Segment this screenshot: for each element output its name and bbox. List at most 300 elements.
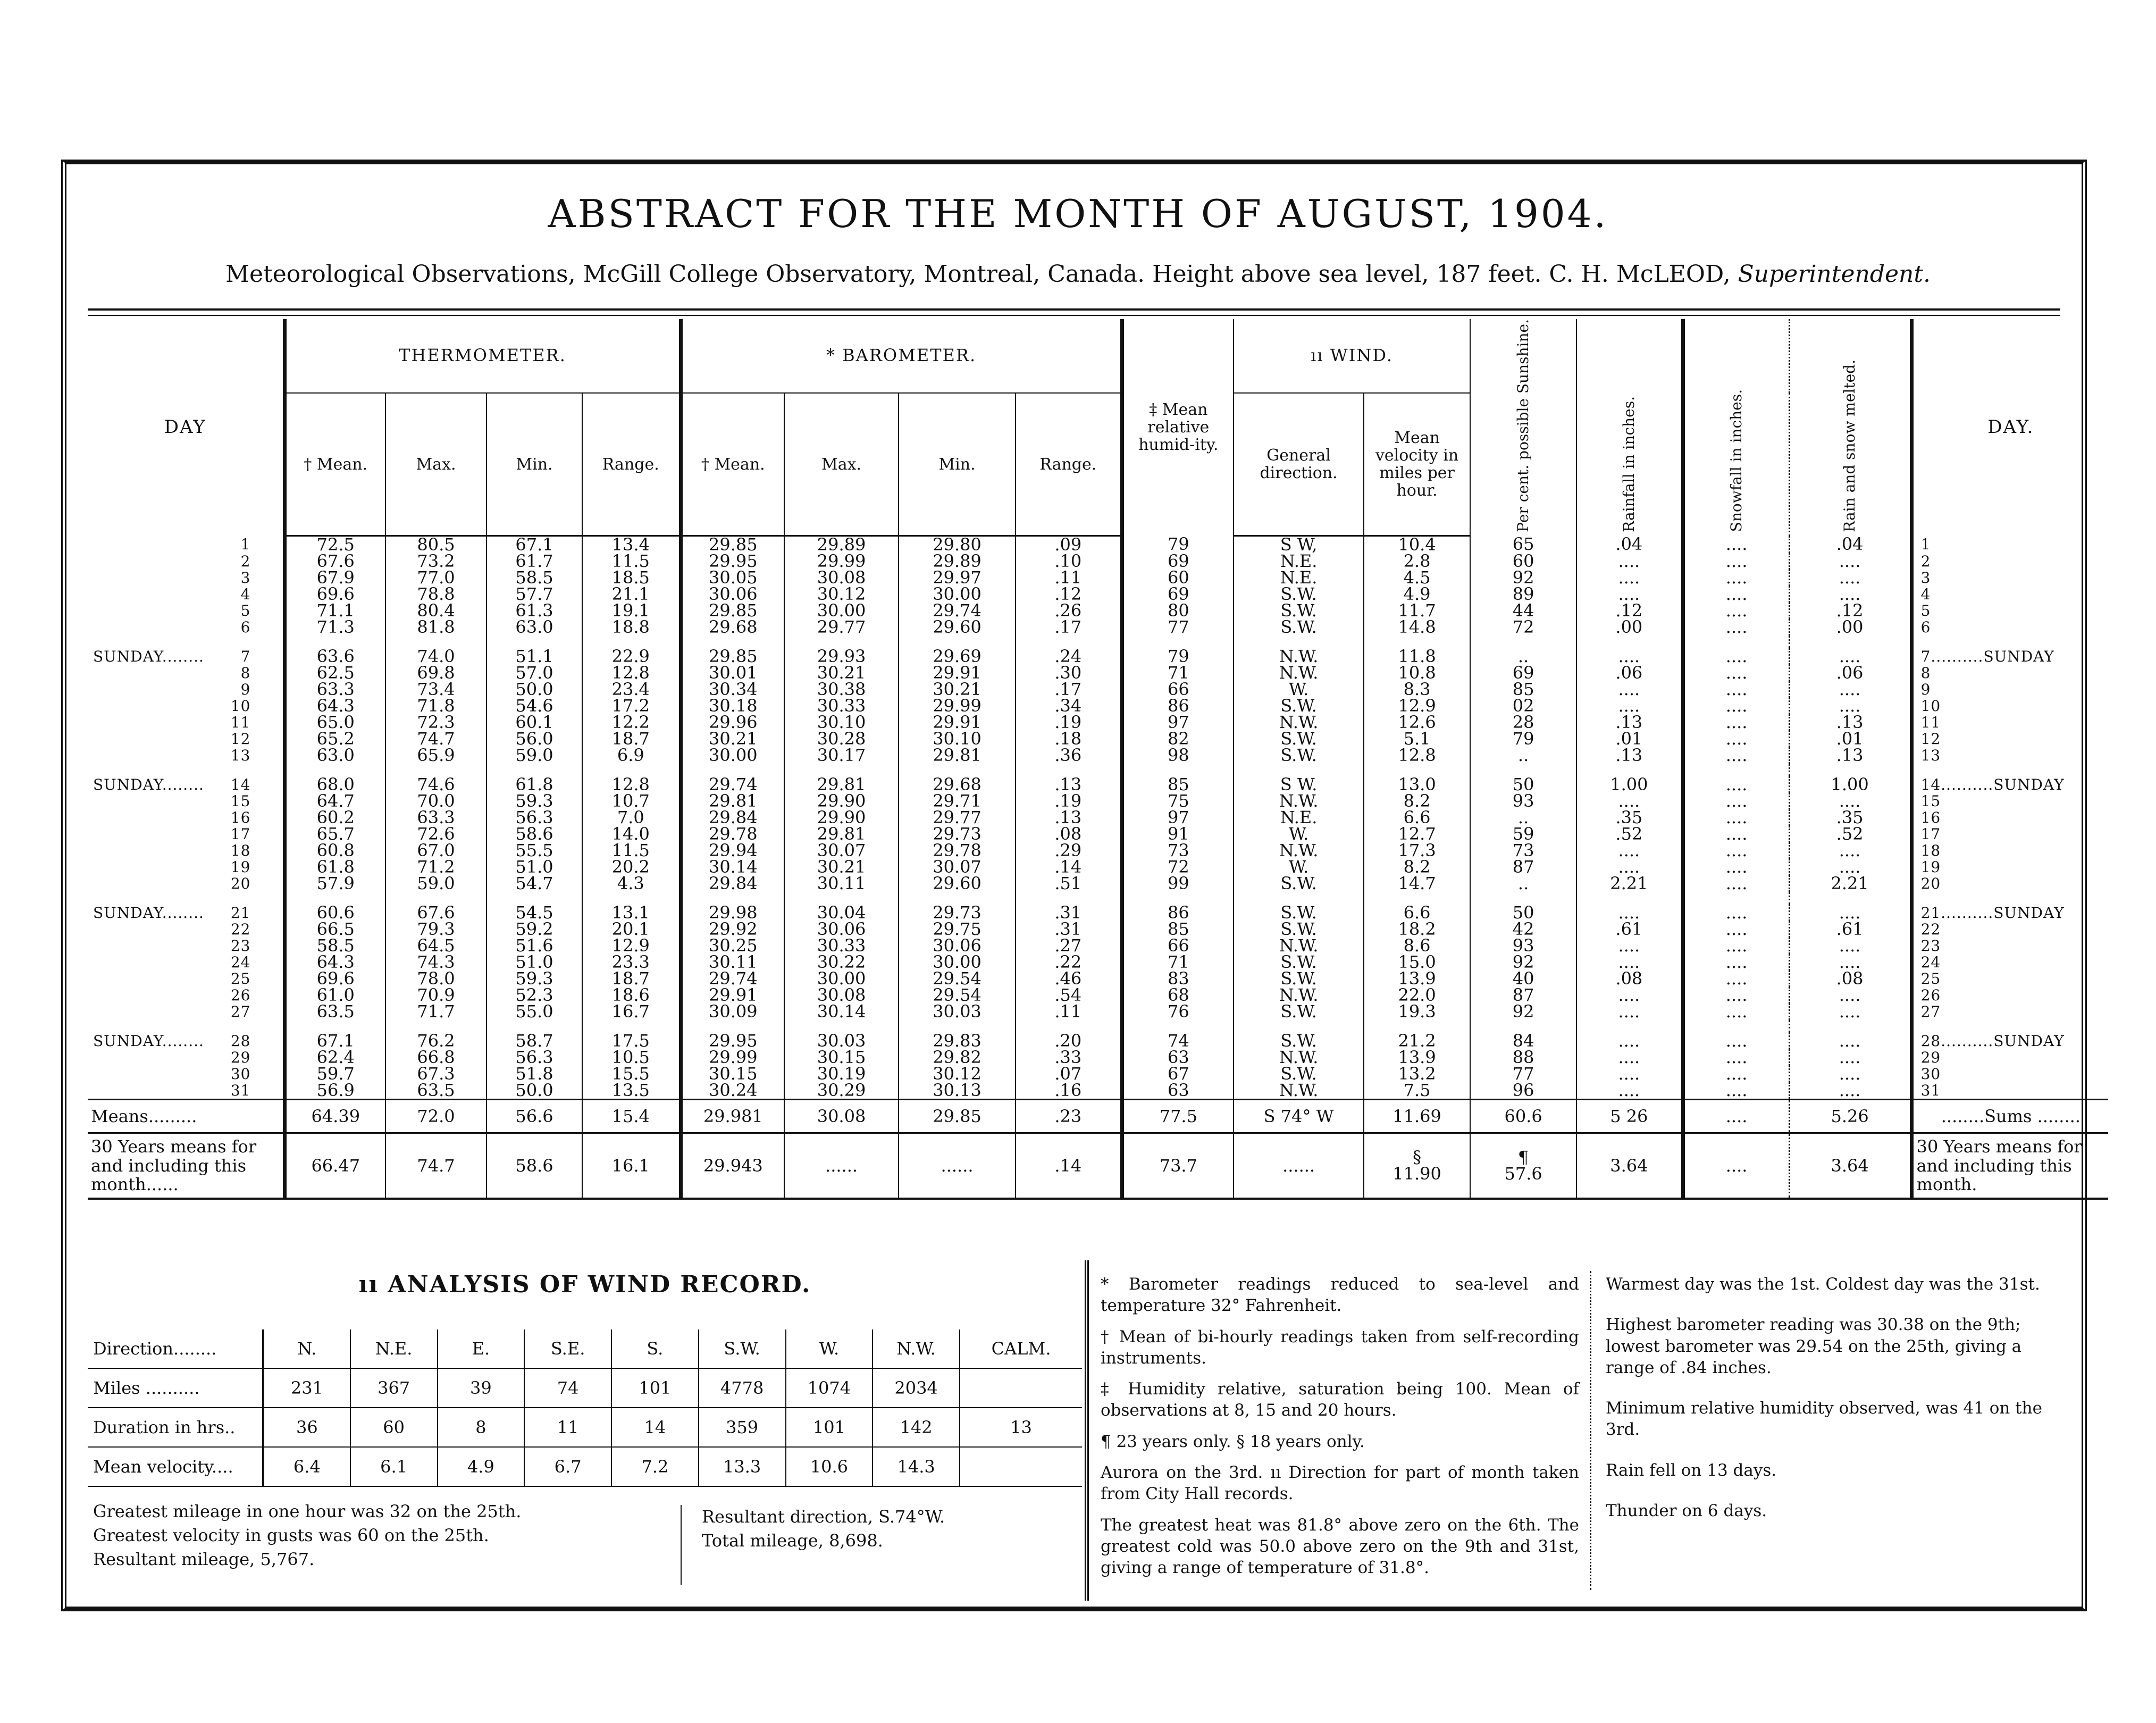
b-min-cell: 30.00: [899, 586, 1016, 603]
rainfall-cell: ....: [1576, 698, 1683, 714]
spacer-cell: [899, 892, 1016, 905]
b-min-cell: 30.07: [899, 859, 1016, 875]
table-row: [88, 1033, 2108, 1049]
day-cell: 15: [88, 793, 284, 809]
b-min-cell: 30.03: [899, 1003, 1016, 1020]
day-number-right: 4: [1920, 586, 1931, 603]
sunshine-cell: 92: [1470, 570, 1576, 586]
rainfall-cell: .12: [1576, 603, 1683, 619]
sunshine-cell: 77: [1470, 1066, 1576, 1082]
wind-direction-cell: N.E.: [1234, 570, 1364, 586]
day-cell-right: [1911, 665, 2108, 681]
rain-snow-cell: ....: [1789, 698, 1911, 714]
b-mean-cell: 30.05: [681, 570, 784, 586]
col-b-min: Min.: [899, 393, 1016, 536]
b-range-cell: .29: [1016, 842, 1122, 859]
t-range-cell: 7.0: [582, 809, 681, 826]
b-min-cell: 29.73: [899, 905, 1016, 921]
thirty-year-label-right: 30 Years means for and including this month.: [1911, 1133, 2108, 1199]
day-cell: 8: [88, 665, 284, 681]
b-range-cell: .19: [1016, 714, 1122, 731]
t-max-cell: 67.6: [385, 905, 486, 921]
day-cell: 18: [88, 842, 284, 859]
sunday-label: SUNDAY: [93, 648, 162, 665]
t-range-cell: 21.1: [582, 586, 681, 603]
b-mean-cell: 30.00: [681, 747, 784, 764]
snowfall-cell: ....: [1683, 1066, 1789, 1082]
b-mean-cell: 30.25: [681, 938, 784, 954]
b-max-cell: 30.14: [784, 1003, 899, 1020]
t-min-cell: 63.0: [486, 619, 582, 635]
day-cell-right: [1911, 714, 2108, 731]
means-t-min: 56.6: [486, 1100, 582, 1133]
day-cell: 26: [88, 987, 284, 1003]
b-mean-cell: 29.91: [681, 987, 784, 1003]
t-mean-cell: 66.5: [284, 921, 385, 938]
spacer-cell: [1683, 764, 1789, 776]
b-max-cell: 30.21: [784, 665, 899, 681]
means-t-mean: 64.39: [284, 1100, 385, 1133]
years-sunshine: [1470, 1133, 1576, 1199]
day-cell-right: [1911, 1066, 2108, 1082]
day-number-right: 25: [1920, 971, 1941, 988]
col-wind-direction: General direction.: [1234, 393, 1364, 536]
b-max-cell: 30.08: [784, 987, 899, 1003]
wind-velocity-cell: 12.6: [1364, 714, 1470, 731]
day-cell-right: [1911, 1033, 2108, 1049]
wind-cell: 367: [350, 1368, 438, 1408]
day-cell-right: [1911, 681, 2108, 698]
wind-velocity-cell: 10.8: [1364, 665, 1470, 681]
col-t-range: Range.: [582, 393, 681, 536]
group-spacer: [88, 635, 2108, 648]
observations-table: [88, 319, 2108, 1200]
spacer-cell: [784, 764, 899, 776]
spacer-cell: [582, 892, 681, 905]
wind-direction-cell: S.W.: [1234, 586, 1364, 603]
b-mean-cell: 29.98: [681, 905, 784, 921]
wind-velocity-cell: 4.9: [1364, 586, 1470, 603]
spacer-cell: [899, 1020, 1016, 1033]
day-number-right: 18: [1920, 842, 1941, 859]
b-max-cell: 30.12: [784, 586, 899, 603]
t-max-cell: 72.3: [385, 714, 486, 731]
humidity-cell: 98: [1122, 747, 1234, 764]
wind-velocity-cell: 12.9: [1364, 698, 1470, 714]
col-humidity: ‡ Mean relative humid-ity.: [1122, 319, 1234, 536]
table-row: [88, 665, 2108, 681]
spacer-cell: [1122, 635, 1234, 648]
wind-cell: S.: [611, 1329, 699, 1368]
snowfall-cell: ....: [1683, 905, 1789, 921]
day-leader-right: ..........: [1941, 905, 1994, 922]
t-mean-cell: 69.6: [284, 586, 385, 603]
spacer-cell: [1470, 764, 1576, 776]
snowfall-cell: ....: [1683, 586, 1789, 603]
col-wind-velocity: Mean velocity in miles per hour.: [1364, 393, 1470, 536]
t-max-cell: 63.3: [385, 809, 486, 826]
rainfall-cell: .00: [1576, 619, 1683, 635]
means-label: Means.........: [88, 1100, 284, 1133]
sunshine-cell: 87: [1470, 987, 1576, 1003]
day-cell: [88, 1033, 284, 1049]
table-row: [88, 747, 2108, 764]
spacer-cell: [1122, 1020, 1234, 1033]
day-number-right: 12: [1920, 731, 1941, 748]
t-mean-cell: 65.0: [284, 714, 385, 731]
spacer-cell: [486, 892, 582, 905]
wind-cell: S.E.: [524, 1329, 611, 1368]
table-row: [88, 842, 2108, 859]
rainfall-cell: 2.21: [1576, 875, 1683, 892]
b-mean-cell: 30.34: [681, 681, 784, 698]
spacer-cell: [681, 764, 784, 776]
rain-snow-cell: ....: [1789, 1082, 1911, 1100]
col-rainfall: [1576, 319, 1683, 536]
t-min-cell: 59.2: [486, 921, 582, 938]
t-mean-cell: 71.1: [284, 603, 385, 619]
col-day: DAY: [88, 319, 284, 536]
t-min-cell: 57.7: [486, 586, 582, 603]
t-range-cell: 17.5: [582, 1033, 681, 1049]
b-mean-cell: 29.94: [681, 842, 784, 859]
b-range-cell: .46: [1016, 971, 1122, 987]
b-range-cell: .13: [1016, 809, 1122, 826]
spacer-cell: [88, 635, 284, 648]
day-cell-right: [1911, 875, 2108, 892]
table-row: [88, 648, 2108, 665]
rainfall-cell: ....: [1576, 1082, 1683, 1100]
years-b-range: .14: [1016, 1133, 1122, 1199]
col-rain-snow-label: Rain and snow melted.: [1841, 359, 1859, 532]
rain-snow-cell: ....: [1789, 938, 1911, 954]
t-min-cell: 51.6: [486, 938, 582, 954]
wind-velocity-cell: 11.8: [1364, 648, 1470, 665]
wind-summary-right: [702, 1505, 945, 1553]
wind-velocity-cell: 22.0: [1364, 987, 1470, 1003]
day-cell: 6: [88, 619, 284, 635]
wind-row-velocity: [88, 1447, 1082, 1486]
rainfall-cell: .13: [1576, 747, 1683, 764]
rain-snow-cell: .06: [1789, 665, 1911, 681]
wind-direction-cell: N.W.: [1234, 1082, 1364, 1100]
t-max-cell: 78.0: [385, 971, 486, 987]
sunshine-cell: 93: [1470, 938, 1576, 954]
sunshine-cell: 65: [1470, 536, 1576, 554]
rain-snow-cell: ....: [1789, 1003, 1911, 1020]
sunday-label-right: SUNDAY: [1993, 776, 2065, 793]
day-cell-right: [1911, 619, 2108, 635]
b-max-cell: 30.21: [784, 859, 899, 875]
wind-cell: 39: [438, 1368, 525, 1408]
day-cell-right: [1911, 809, 2108, 826]
day-cell: 17: [88, 826, 284, 842]
rainfall-cell: ....: [1576, 1003, 1683, 1020]
t-max-cell: 69.8: [385, 665, 486, 681]
sunshine-cell: 02: [1470, 698, 1576, 714]
t-mean-cell: 64.3: [284, 954, 385, 971]
table-row: [88, 875, 2108, 892]
sunshine-cell: 28: [1470, 714, 1576, 731]
b-min-cell: 29.89: [899, 553, 1016, 570]
b-min-cell: 29.97: [899, 570, 1016, 586]
sunshine-cell: ..: [1470, 809, 1576, 826]
humidity-cell: 71: [1122, 954, 1234, 971]
t-max-cell: 67.3: [385, 1066, 486, 1082]
t-max-cell: 74.0: [385, 648, 486, 665]
b-range-cell: .13: [1016, 776, 1122, 793]
spacer-cell: [1911, 892, 2108, 905]
t-mean-cell: 60.6: [284, 905, 385, 921]
table-row: [88, 1003, 2108, 1020]
snowfall-cell: ....: [1683, 826, 1789, 842]
note-years: ¶ 23 years only. § 18 years only.: [1101, 1432, 1365, 1451]
t-max-cell: 71.7: [385, 1003, 486, 1020]
means-wind-velocity: 11.69: [1364, 1100, 1470, 1133]
rain-snow-cell: .12: [1789, 603, 1911, 619]
day-cell: 30: [88, 1066, 284, 1082]
spacer-cell: [1234, 635, 1364, 648]
means-humidity: 77.5: [1122, 1100, 1234, 1133]
b-mean-cell: 29.85: [681, 648, 784, 665]
wind-direction-cell: S.W.: [1234, 619, 1364, 635]
b-max-cell: 30.33: [784, 938, 899, 954]
wind-velocity-cell: 5.1: [1364, 731, 1470, 747]
rainfall-cell: 1.00: [1576, 776, 1683, 793]
b-min-cell: 29.54: [899, 971, 1016, 987]
wind-direction-cell: S.W.: [1234, 954, 1364, 971]
b-min-cell: 29.68: [899, 776, 1016, 793]
wind-direction-cell: N.E.: [1234, 553, 1364, 570]
rainfall-cell: .35: [1576, 809, 1683, 826]
t-range-cell: 16.7: [582, 1003, 681, 1020]
b-range-cell: .27: [1016, 938, 1122, 954]
rainfall-cell: .61: [1576, 921, 1683, 938]
day-cell-right: [1911, 859, 2108, 875]
spacer-cell: [681, 892, 784, 905]
b-range-cell: .30: [1016, 665, 1122, 681]
b-range-cell: .18: [1016, 731, 1122, 747]
spacer-cell: [88, 1020, 284, 1033]
wind-cell: [960, 1368, 1082, 1408]
day-number-right: 22: [1920, 921, 1941, 938]
wind-direction-cell: N.W.: [1234, 665, 1364, 681]
spacer-cell: [1789, 892, 1911, 905]
b-range-cell: .31: [1016, 905, 1122, 921]
b-max-cell: 29.89: [784, 536, 899, 554]
wind-cell: 11: [524, 1408, 611, 1447]
day-cell: 22: [88, 921, 284, 938]
b-min-cell: 29.81: [899, 747, 1016, 764]
col-snowfall-label: Snowfall in inches.: [1727, 389, 1746, 532]
spacer-cell: [385, 764, 486, 776]
table-row: [88, 570, 2108, 586]
b-range-cell: .31: [1016, 921, 1122, 938]
rain-snow-cell: ....: [1789, 1049, 1911, 1066]
rain-snow-cell: ....: [1789, 570, 1911, 586]
col-rainfall-label: Rainfall in inches.: [1620, 396, 1638, 532]
greatest-mileage: Greatest mileage in one hour was 32 on the 25th.: [93, 1501, 522, 1521]
b-max-cell: 30.28: [784, 731, 899, 747]
b-min-cell: 30.21: [899, 681, 1016, 698]
b-range-cell: .22: [1016, 954, 1122, 971]
spacer-cell: [1576, 892, 1683, 905]
humidity-cell: 63: [1122, 1049, 1234, 1066]
rain-snow-cell: ....: [1789, 1033, 1911, 1049]
day-leader: ........: [162, 1033, 204, 1050]
spacer-cell: [385, 892, 486, 905]
spacer-cell: [1016, 764, 1122, 776]
snowfall-cell: ....: [1683, 603, 1789, 619]
rainfall-cell: .13: [1576, 714, 1683, 731]
t-min-cell: 59.3: [486, 793, 582, 809]
day-cell: 25: [88, 971, 284, 987]
b-min-cell: 29.78: [899, 842, 1016, 859]
wind-direction-cell: S W,: [1234, 536, 1364, 554]
table-row: [88, 921, 2108, 938]
b-max-cell: 30.07: [784, 842, 899, 859]
wind-velocity-cell: 6.6: [1364, 905, 1470, 921]
t-min-cell: 52.3: [486, 987, 582, 1003]
group-header-row: [88, 319, 2108, 393]
means-b-range: .23: [1016, 1100, 1122, 1133]
table-row: [88, 793, 2108, 809]
day-cell-right: [1911, 826, 2108, 842]
t-mean-cell: 58.5: [284, 938, 385, 954]
day-cell: 1: [88, 536, 284, 554]
wind-cell: 1074: [786, 1368, 873, 1408]
sunshine-cell: 92: [1470, 1003, 1576, 1020]
t-max-cell: 72.6: [385, 826, 486, 842]
humidity-cell: 79: [1122, 648, 1234, 665]
wind-direction-cell: W.: [1234, 826, 1364, 842]
b-min-cell: 29.82: [899, 1049, 1016, 1066]
header-rule: [88, 308, 2060, 311]
t-range-cell: 18.6: [582, 987, 681, 1003]
b-max-cell: 30.06: [784, 921, 899, 938]
t-range-cell: 18.7: [582, 971, 681, 987]
spacer-cell: [1364, 635, 1470, 648]
b-mean-cell: 30.14: [681, 859, 784, 875]
wind-direction-cell: S.W.: [1234, 698, 1364, 714]
wind-direction-cell: N.W.: [1234, 1049, 1364, 1066]
humidity-cell: 85: [1122, 776, 1234, 793]
humidity-cell: 77: [1122, 619, 1234, 635]
b-max-cell: 30.08: [784, 570, 899, 586]
spacer-cell: [1470, 892, 1576, 905]
t-max-cell: 80.4: [385, 603, 486, 619]
b-mean-cell: 29.74: [681, 776, 784, 793]
notes-divider: [1590, 1271, 1591, 1590]
t-mean-cell: 72.5: [284, 536, 385, 554]
day-cell-right: [1911, 553, 2108, 570]
means-b-max: 30.08: [784, 1100, 899, 1133]
day-number-right: 27: [1920, 1003, 1941, 1021]
wind-cell: N.: [263, 1329, 350, 1368]
t-min-cell: 51.0: [486, 859, 582, 875]
day-cell-right: [1911, 971, 2108, 987]
sunshine-cell: 92: [1470, 954, 1576, 971]
humidity-cell: 97: [1122, 714, 1234, 731]
b-mean-cell: 29.81: [681, 793, 784, 809]
t-range-cell: 10.5: [582, 1049, 681, 1066]
spacer-cell: [1364, 764, 1470, 776]
t-min-cell: 55.0: [486, 1003, 582, 1020]
day-number-right: 2: [1920, 553, 1931, 570]
t-max-cell: 79.3: [385, 921, 486, 938]
wind-direction-cell: S.W.: [1234, 875, 1364, 892]
table-row: [88, 714, 2108, 731]
wind-row-duration: [88, 1408, 1082, 1447]
b-max-cell: 30.38: [784, 681, 899, 698]
t-min-cell: 50.0: [486, 1082, 582, 1100]
wind-summary-divider: [681, 1505, 682, 1585]
snowfall-cell: ....: [1683, 681, 1789, 698]
table-row: [88, 971, 2108, 987]
b-min-cell: 29.80: [899, 536, 1016, 554]
sunday-label-right: SUNDAY: [1983, 648, 2054, 665]
spacer-cell: [582, 1020, 681, 1033]
day-cell-right: [1911, 586, 2108, 603]
t-mean-cell: 62.4: [284, 1049, 385, 1066]
sunshine-cell: 42: [1470, 921, 1576, 938]
means-rainfall: 5 26: [1576, 1100, 1683, 1133]
spacer-cell: [582, 764, 681, 776]
rainfall-cell: .01: [1576, 731, 1683, 747]
t-min-cell: 56.3: [486, 1049, 582, 1066]
t-max-cell: 74.6: [385, 776, 486, 793]
t-min-cell: 51.1: [486, 648, 582, 665]
b-min-cell: 30.06: [899, 938, 1016, 954]
day-number-right: 9: [1920, 681, 1931, 698]
spacer-cell: [284, 635, 385, 648]
wind-cell: N.E.: [350, 1329, 438, 1368]
humidity-cell: 66: [1122, 938, 1234, 954]
b-range-cell: .20: [1016, 1033, 1122, 1049]
b-range-cell: .24: [1016, 648, 1122, 665]
spacer-cell: [1576, 1020, 1683, 1033]
day-number-right: 3: [1920, 570, 1931, 587]
snowfall-cell: ....: [1683, 1082, 1789, 1100]
t-min-cell: 58.6: [486, 826, 582, 842]
b-range-cell: .17: [1016, 619, 1122, 635]
col-b-max: Max.: [784, 393, 899, 536]
day-cell-right: [1911, 842, 2108, 859]
rainfall-cell: ....: [1576, 681, 1683, 698]
day-number-right: 1: [1920, 536, 1931, 554]
wind-cell: 14: [611, 1408, 699, 1447]
snowfall-cell: ....: [1683, 938, 1789, 954]
b-min-cell: 30.10: [899, 731, 1016, 747]
rain-snow-cell: ....: [1789, 553, 1911, 570]
b-max-cell: 30.00: [784, 971, 899, 987]
snowfall-cell: ....: [1683, 776, 1789, 793]
wind-cell: 13: [960, 1408, 1082, 1447]
b-min-cell: 29.54: [899, 987, 1016, 1003]
years-b-max: ......: [784, 1133, 899, 1199]
t-max-cell: 64.5: [385, 938, 486, 954]
t-max-cell: 71.2: [385, 859, 486, 875]
wind-velocity-cell: 13.9: [1364, 1049, 1470, 1066]
t-range-cell: 15.5: [582, 1066, 681, 1082]
t-mean-cell: 63.6: [284, 648, 385, 665]
footnotes: [1101, 1274, 1579, 1588]
snowfall-cell: ....: [1683, 987, 1789, 1003]
col-day-right: DAY.: [1987, 416, 2034, 438]
table-row: [88, 954, 2108, 971]
greatest-velocity: Greatest velocity in gusts was 60 on the 25th.: [93, 1525, 489, 1545]
t-range-cell: 23.4: [582, 681, 681, 698]
